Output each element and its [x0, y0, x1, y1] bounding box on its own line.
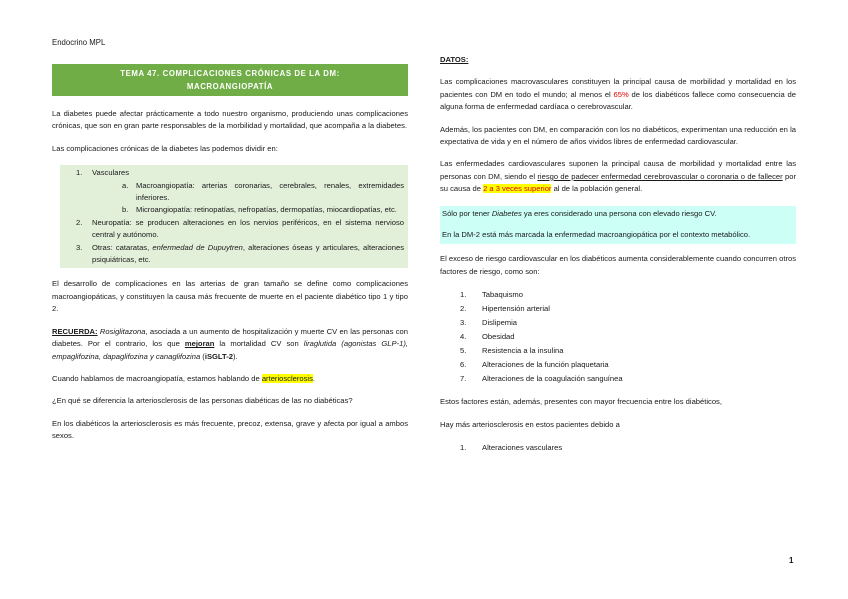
list-item: 7. Alteraciones de la coagulación sanguínea	[460, 374, 623, 384]
list-item: 3. Otras: cataratas, enfermedad de Dupuytren, alteraciones óseas y articulares, alteraciones psiquiátricas, etc.	[76, 242, 405, 265]
desarrollo-paragraph: El desarrollo de complicaciones en las arterias de gran tamaño se define como complicaciones macroangiopáticas, y constituyen la causa más frecuente de muerte en el paciente diabético tipo 1 y tipo 2.	[52, 279, 408, 314]
highlight-paragraph-1: Sólo por tener Diabetes ya eres considerado una persona con elevado riesgo CV.	[442, 208, 717, 218]
list-item: 1. Alteraciones vasculares	[460, 443, 563, 453]
list-item: 4. Obesidad	[460, 332, 515, 342]
title-line-1: TEMA 47. COMPLICACIONES CRÓNICAS DE LA DM:	[120, 69, 340, 78]
list-item: 3. Dislipemia	[460, 318, 518, 328]
risk-factors-list	[440, 288, 796, 386]
divide-paragraph: Las complicaciones crónicas de la diabetes las podemos dividir en:	[52, 143, 278, 153]
datos-paragraph-2: Además, los pacientes con DM, en comparación con los no diabéticos, experimentan una reducción en la expectativa de vida y en el número de años vividos libres de enfermedad cardiovascular.	[440, 124, 796, 147]
list-item: 2. Neuropatía: se producen alteraciones en los nervios periféricos, en el sistema nervioso central y autónomo.	[76, 217, 404, 240]
highlight-paragraph-2: En la DM-2 está más marcada la enfermedad macroangiopática por el contexto metabólico.	[442, 230, 751, 240]
list-item: 1. Tabaquismo	[460, 290, 523, 300]
debido-paragraph: Hay más arteriosclerosis en estos pacientes debido a	[440, 419, 620, 429]
intro-paragraph: La diabetes puede afectar prácticamente a todo nuestro organismo, produciendo unas complicaciones crónicas, que son en gran parte responsables de la morbilidad y mortalidad, que acompaña a la diabetes.	[52, 109, 408, 131]
page-header: Endocrino MPL	[52, 38, 106, 47]
macroangiopatia-paragraph: Cuando hablamos de macroangiopatía, estamos hablando de arteriosclerosis.	[52, 373, 316, 383]
left-column	[52, 64, 408, 453]
sub-list-item: a. Macroangiopatía: arterias coronarias, cerebrales, renales, extremidades inferiores.	[122, 180, 404, 203]
page-number: 1	[789, 556, 794, 565]
list-item: 5. Resistencia a la insulina	[460, 346, 564, 356]
list-item: 1. Vasculares	[76, 168, 130, 178]
highlight-2-3-veces: 2 a 3 veces superior	[483, 184, 552, 194]
highlight-arteriosclerosis: arteriosclerosis	[261, 373, 313, 383]
recuerda-label: RECUERDA:	[52, 326, 98, 336]
list-item: 2. Hipertensión arterial	[460, 304, 550, 314]
recuerda-paragraph: RECUERDA: Rosiglitazona, asociada a un aumento de hospitalización y muerte CV en las personas con diabetes. Por el contrario, los que mejoran la mortalidad CV son liraglutida (agonistas GLP-1), empaglifozina, dapaglifozina y canaglifozina (iSGLT-2).	[52, 326, 408, 361]
answer-paragraph: En los diabéticos la arteriosclerosis es más frecuente, precoz, extensa, grave y afecta por igual a ambos sexos.	[52, 418, 408, 441]
question-paragraph: ¿En qué se diferencia la arteriosclerosis de las personas diabéticas de las no diabéticas?	[52, 396, 353, 406]
datos-heading: DATOS:	[440, 55, 469, 64]
causes-list	[440, 441, 796, 455]
datos-paragraph-1: Las complicaciones macrovasculares constituyen la principal causa de morbilidad y mortalidad en los pacientes con DM en todo el mundo; al menos el 65% de los diabéticos fallece como consecuencia de alguna forma de enfermedad cardíaca o cerebrovascular.	[440, 77, 796, 112]
sub-list-item: b. Microangiopatía: retinopatías, nefropatías, dermopatías, miocardiopatías, etc.	[122, 205, 397, 215]
list-item: 6. Alteraciones de la función plaquetaria	[460, 360, 609, 370]
right-column	[440, 54, 796, 465]
section-title	[52, 64, 408, 96]
title-line-2: MACROANGIOPATÍA	[186, 82, 274, 91]
complications-list	[60, 165, 408, 268]
stat-65-percent: 65%	[613, 89, 629, 99]
datos-paragraph-3: Las enfermedades cardiovasculares suponen la principal causa de morbilidad y mortalidad entre las personas con DM, siendo el riesgo de padecer enfermedad cerebrovascular o coronaria o de fallecer por su causa de 2 a 3 veces superior al de la población general.	[440, 159, 796, 194]
factores-paragraph: Estos factores están, además, presentes con mayor frecuencia entre los diabéticos,	[440, 397, 722, 407]
highlight-box	[440, 206, 796, 245]
factores-intro: El exceso de riesgo cardiovascular en los diabéticos aumenta considerablemente cuando concurren otros factores de riesgo, como son:	[440, 254, 796, 276]
